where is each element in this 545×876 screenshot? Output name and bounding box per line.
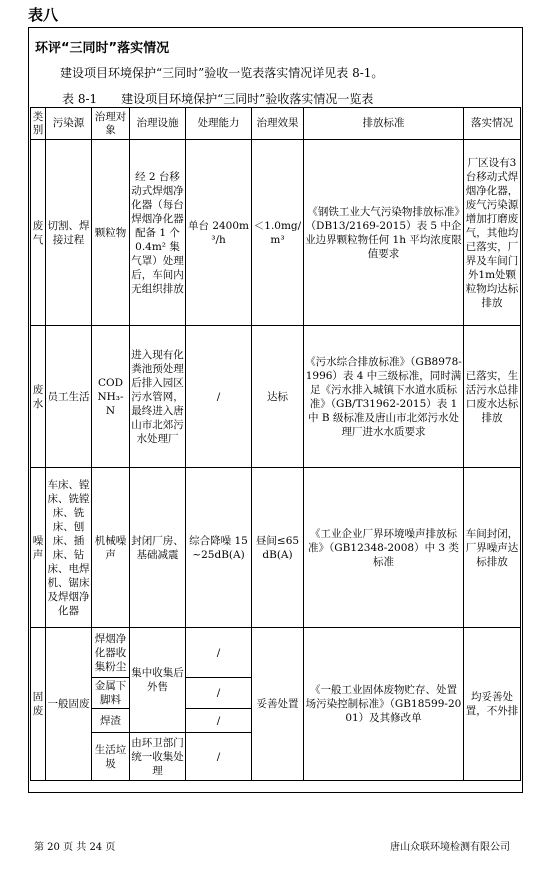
cell-capacity: 单台 2400m³/h (186, 140, 252, 326)
cell-facility: 由环卫部门统一收集处理 (130, 733, 186, 781)
table-title: 建设项目环境保护“三同时”验收落实情况一览表 (121, 92, 374, 106)
page-label: 表八 (28, 6, 59, 24)
cell-capacity: / (186, 628, 252, 678)
cell-target: 生活垃圾 (92, 733, 130, 781)
cell-standard: 《一般工业固体废物贮存、处置场污染控制标准》（GB18599-2001）及其修改单 (304, 628, 464, 781)
cell-capacity: 综合降噪 15~25dB(A) (186, 468, 252, 628)
cell-category: 固废 (31, 628, 46, 781)
cell-target: COD NH₃-N (92, 326, 130, 468)
cell-effect: ＜1.0mg/m³ (252, 140, 304, 326)
header-capacity: 处理能力 (186, 108, 252, 140)
header-standard: 排放标准 (304, 108, 464, 140)
cell-effect: 达标 (252, 326, 304, 468)
cell-effect: 妥善处置 (252, 628, 304, 781)
header-target: 治理对象 (92, 108, 130, 140)
cell-effect: 昼间≤65 dB(A) (252, 468, 304, 628)
cell-status: 均妥善处置，不外排 (464, 628, 521, 781)
cell-facility: 经 2 台移动式焊烟净化器（每台焊烟净化器配备 1 个 0.4m² 集气罩）处理后，车间内无组织排放 (130, 140, 186, 326)
table-row-solid-dust (31, 628, 521, 678)
cell-target: 焊渣 (92, 709, 130, 733)
section-title: 环评“三同时”落实情况 (35, 41, 170, 56)
cell-source: 一般固废 (46, 628, 92, 781)
cell-category: 噪声 (31, 468, 46, 628)
page-number: 第 20 页 共 24 页 (34, 842, 116, 853)
company-name: 唐山众联环境检测有限公司 (390, 842, 510, 853)
cell-capacity: / (186, 709, 252, 733)
cell-source: 车床、镗床、铣镗床、铣床、刨床、插床、钻床、电焊机、锯床及焊烟净化器 (46, 468, 92, 628)
header-status: 落实情况 (464, 108, 521, 140)
cell-capacity: / (186, 733, 252, 781)
cell-source: 切割、焊接过程 (46, 140, 92, 326)
cell-facility: 集中收集后外售 (130, 628, 186, 733)
header-facility: 治理设施 (130, 108, 186, 140)
cell-target: 焊烟净化器收集粉尘 (92, 628, 130, 678)
header-category: 类别 (31, 108, 46, 140)
cell-category: 废气 (31, 140, 46, 326)
table-row-waste-gas (31, 140, 521, 326)
table-row-waste-water (31, 326, 521, 468)
cell-standard: 《工业企业厂界环境噪声排放标准》（GB12348-2008）中 3 类标准 (304, 468, 464, 628)
cell-target: 机械噪声 (92, 468, 130, 628)
intro-text: 建设项目环境保护“三同时”验收一览表落实情况详见表 8-1。 (60, 66, 384, 80)
cell-status: 已落实，生活污水总排口废水达标排放 (464, 326, 521, 468)
cell-status: 车间封闭，厂界噪声达标排放 (464, 468, 521, 628)
cell-standard: 《钢铁工业大气污染物排放标准》（DB13/2169-2015）表 5 中企业边界颗粒物任何 1h 平均浓度限值要求 (304, 140, 464, 326)
cell-category: 废水 (31, 326, 46, 468)
cell-capacity: / (186, 678, 252, 709)
cell-capacity: / (186, 326, 252, 468)
cell-target: 金属下脚料 (92, 678, 130, 709)
header-source: 污染源 (46, 108, 92, 140)
cell-standard: 《污水综合排放标准》（GB8978-1996）表 4 中三级标准，同时满足《污水排入城镇下水道水质标准》（GB/T31962-2015）表 1 中 B 级标准及唐山市北郊污水处理厂进水水质要求 (304, 326, 464, 468)
cell-source: 员工生活 (46, 326, 92, 468)
table-number: 表 8-1 (62, 92, 98, 106)
table-row-noise (31, 468, 521, 628)
header-row (31, 108, 521, 140)
cell-facility: 封闭厂房、基础减震 (130, 468, 186, 628)
cell-facility: 进入现有化粪池预处理后排入园区污水管网，最终进入唐山市北郊污水处理厂 (130, 326, 186, 468)
cell-target: 颗粒物 (92, 140, 130, 326)
acceptance-table (30, 107, 521, 781)
header-effect: 治理效果 (252, 108, 304, 140)
table-caption (62, 90, 373, 107)
cell-status: 厂区设有3台移动式焊烟净化器，废气污染源增加打磨废气，其他均已落实，厂界及车间门外1m处颗粒物均达标排放 (464, 140, 521, 326)
